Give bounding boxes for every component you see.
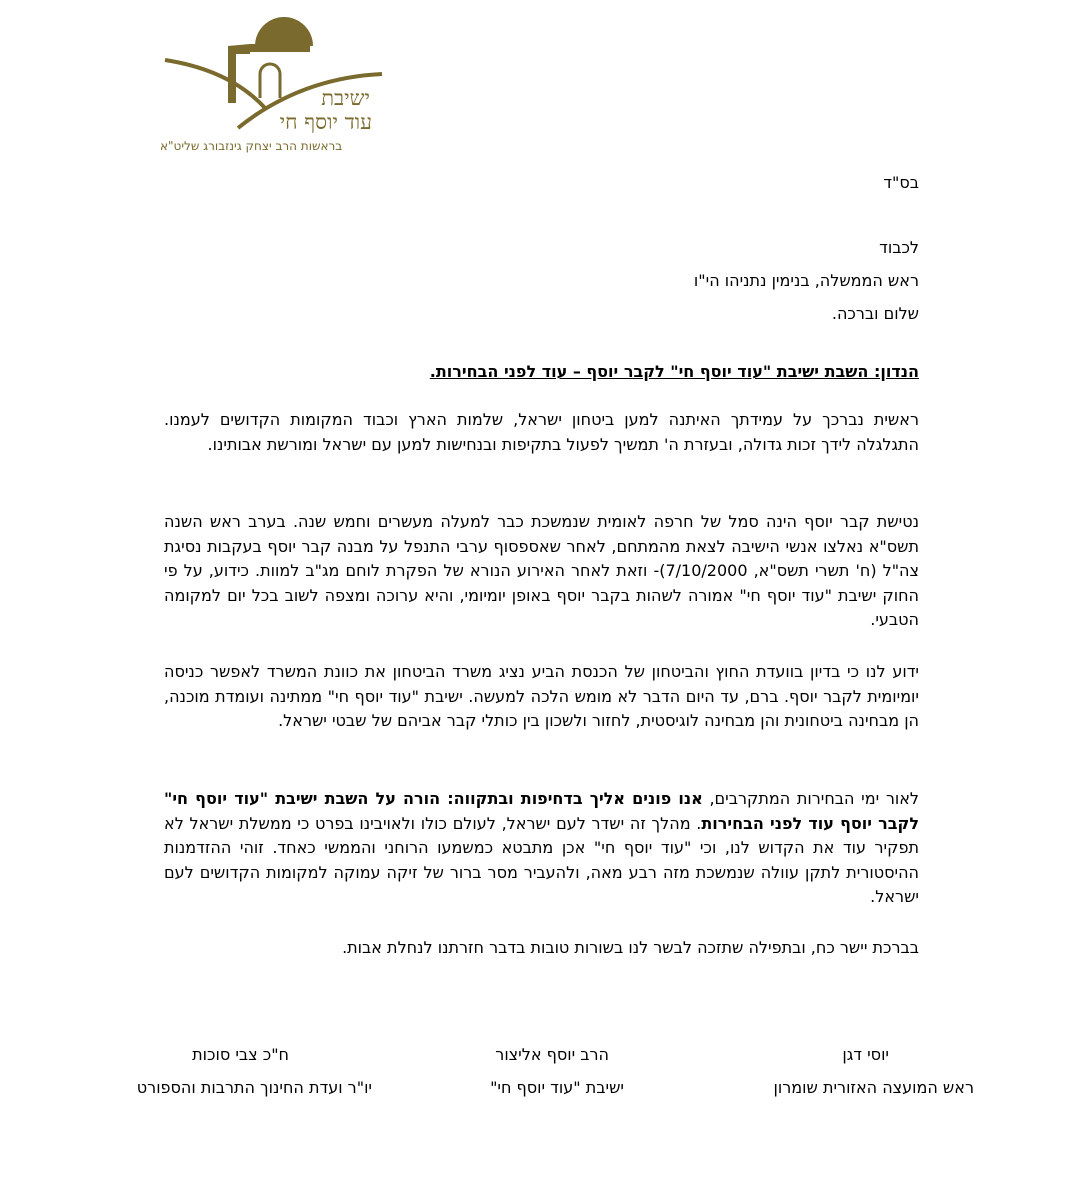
paragraph-4 (164, 787, 919, 910)
signature-3-title: יו"ר ועדת החינוך התרבות והספורט (136, 1078, 372, 1097)
paragraph-4-bold: אנו פונים אליך בדחיפות ובתקווה: הורה על השבת ישיבת "עוד יוסף חי" לקבר יוסף עוד לפני הבחירות (164, 789, 920, 833)
signature-2-title: ישיבת "עוד יוסף חי" (490, 1078, 624, 1097)
paragraph-4-end: . מהלך זה ישדר לעם ישראל, לעולם כולו ולאויבינו בפרט כי ממשלת ישראל לא תפקיר עוד את הקדוש לנו, וכי "עוד יוסף חי" אכן מתבטא כמשמעו הרוחני והממשי כאחד. זוהי ההזדמנות ההיסטורית לתקן עוולה שנמשכת מזה רבע מאה, ולהעביר מסר ברור של זיקה עמוקה למקומות הקדושים לעם ישראל. (164, 813, 919, 906)
greeting: שלום וברכה. (831, 304, 919, 323)
signature-2-name: הרב יוסף אליצור (495, 1045, 609, 1064)
paragraph-2: נטישת קבר יוסף הינה סמל של חרפה לאומית שנמשכת כבר למעלה מעשרים וחמש שנה. בערב ראש השנה תשס"א נאלצו אנשי הישיבה לצאת מהמתחם, לאחר שאספסוף ערבי התנפל על מבנה קבר יוסף בעקבות נסיגת צה"ל (ח' תשרי תשס"א, 7/10/2000)- וזאת לאחר האירוע הנורא של הפקרת לוחם מג"ב למוות. כידוע, על פי החוק ישיבת "עוד יוסף חי" אמורה לשהות בקבר יוסף באופן יומיומי, והיא ערוכה ומצפה לשוב בכל יום למקומה הטבעי. (164, 512, 920, 629)
subject-line: הנדון: השבת ישיבת "עוד יוסף חי" לקבר יוסף – עוד לפני הבחירות. (429, 362, 919, 381)
recipient: ראש הממשלה, בנימין נתניהו הי"ו (693, 271, 919, 290)
logo-subtitle: בראשות הרב יצחק גינזבורג שליט"א (160, 139, 343, 153)
signature-1-name: יוסי דגן (842, 1045, 889, 1064)
paragraph-1: ראשית נברכך על עמידתך האיתנה למען ביטחון ישראל, שלמות הארץ וכבוד המקומות הקדושים לעמנו. התגלגלה לידך זכות גדולה, ובעזרת ה' תמשיך לפעול בתקיפות ובנחישות למען עם ישראל ומורשת אבותינו. (164, 410, 919, 454)
signature-1-title: ראש המועצה האזורית שומרון (773, 1078, 974, 1097)
paragraph-4-start: לאור ימי הבחירות המתקרבים, (702, 789, 920, 808)
bsd-mark: בס"ד (883, 173, 919, 192)
paragraph-5: בברכת יישר כח, ובתפילה שתזכה לבשר לנו בשורות טובות בדבר חזרתנו לנחלת אבות. (342, 938, 919, 957)
logo-name-line2: עוד יוסף חי (279, 110, 372, 134)
salutation-to: לכבוד (879, 238, 919, 257)
paragraph-3: ידוע לנו כי בדיון בוועדת החוץ והביטחון של הכנסת הביע נציג משרד הביטחון את כוונת המשרד לאפשר כניסה יומיומית לקבר יוסף. ברם, עד היום הדבר לא מומש הלכה למעשה. ישיבת "עוד יוסף חי" ממתינה ועומדת מוכנה, הן מבחינה ביטחונית והן מבחינה לוגיסטית, לחזור ולשכון בין כותלי קבר אביהם של שבטי ישראל. (164, 662, 919, 730)
signature-3-name: ח"כ צבי סוכות (192, 1045, 289, 1064)
yeshiva-logo (160, 8, 390, 158)
logo-name-line1: ישיבת (321, 86, 370, 110)
